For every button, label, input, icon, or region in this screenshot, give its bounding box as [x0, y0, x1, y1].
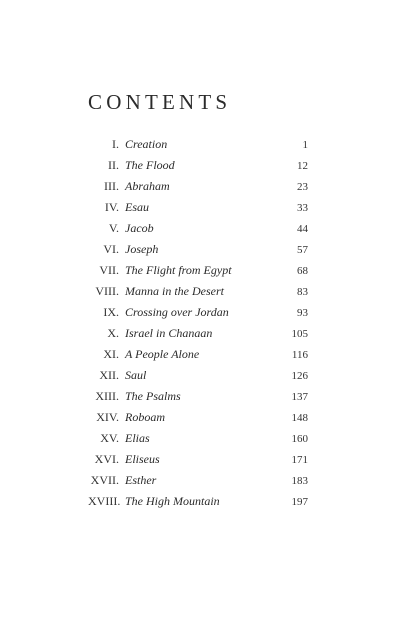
chapter-number: XII.: [99, 368, 119, 382]
toc-entry: [88, 155, 308, 176]
table-of-contents: [88, 134, 308, 512]
page-number: 57: [297, 244, 308, 256]
chapter-title: Israel in Chanaan: [125, 326, 213, 340]
toc-entry: [88, 218, 308, 239]
toc-entry: [88, 281, 308, 302]
chapter-title: Saul: [125, 368, 147, 382]
page-number: 93: [297, 307, 308, 319]
chapter-number: VI.: [103, 242, 119, 256]
page-number: 33: [297, 202, 308, 214]
toc-entry: [88, 176, 308, 197]
page-number: 12: [297, 160, 308, 172]
chapter-number: III.: [104, 179, 119, 193]
chapter-number: X.: [107, 326, 119, 340]
page-number: 148: [291, 412, 308, 424]
chapter-number: II.: [108, 158, 119, 172]
chapter-title: Esther: [125, 473, 157, 487]
toc-entry: [88, 470, 308, 491]
page-number: 68: [297, 265, 308, 277]
chapter-number: XIV.: [96, 410, 119, 424]
chapter-number: IV.: [104, 200, 119, 214]
chapter-number: V.: [108, 221, 119, 235]
chapter-number: I.: [112, 137, 119, 151]
page-number: 126: [291, 370, 308, 382]
chapter-title: Eliseus: [125, 452, 160, 466]
chapter-title: The High Mountain: [125, 494, 220, 508]
chapter-number: XI.: [103, 347, 119, 361]
page-number: 1: [302, 139, 308, 151]
chapter-title: Esau: [125, 200, 149, 214]
chapter-title: The Flight from Egypt: [125, 263, 232, 277]
chapter-title: Elias: [125, 431, 150, 445]
toc-entry: [88, 386, 308, 407]
page-number: 183: [291, 475, 308, 487]
chapter-number: VIII.: [95, 284, 119, 298]
chapter-title: Roboam: [125, 410, 165, 424]
chapter-title: The Flood: [125, 158, 175, 172]
chapter-title: Joseph: [125, 242, 159, 256]
toc-entry: [88, 323, 308, 344]
toc-entry: [88, 449, 308, 470]
chapter-title: Creation: [125, 137, 168, 151]
toc-entry: [88, 365, 308, 386]
page-number: 44: [297, 223, 308, 235]
page-number: 23: [297, 181, 308, 193]
page-number: 83: [297, 286, 308, 298]
chapter-title: Abraham: [125, 179, 170, 193]
page-number: 116: [291, 349, 308, 361]
page-number: 197: [291, 496, 308, 508]
chapter-title: Jacob: [125, 221, 154, 235]
toc-entry: [88, 134, 308, 155]
toc-entry: [88, 491, 308, 512]
toc-entry: [88, 428, 308, 449]
toc-entry: [88, 302, 308, 323]
chapter-title: Crossing over Jordan: [125, 305, 229, 319]
chapter-number: VII.: [99, 263, 119, 277]
chapter-title: Manna in the Desert: [125, 284, 224, 298]
toc-entry: [88, 407, 308, 428]
chapter-number: XVI.: [94, 452, 119, 466]
page-number: 171: [291, 454, 308, 466]
page-number: 160: [291, 433, 308, 445]
page-number: 105: [291, 328, 308, 340]
toc-entry: [88, 239, 308, 260]
chapter-number: XVIII.: [88, 494, 121, 508]
chapter-number: XV.: [100, 431, 119, 445]
chapter-number: IX.: [103, 305, 119, 319]
chapter-title: A People Alone: [125, 347, 200, 361]
chapter-title: The Psalms: [125, 389, 181, 403]
toc-entry: [88, 344, 308, 365]
chapter-number: XIII.: [95, 389, 119, 403]
contents-heading: CONTENTS: [88, 90, 232, 114]
page-number: 137: [291, 391, 308, 403]
toc-entry: [88, 260, 308, 281]
toc-entry: [88, 197, 308, 218]
chapter-number: XVII.: [90, 473, 119, 487]
